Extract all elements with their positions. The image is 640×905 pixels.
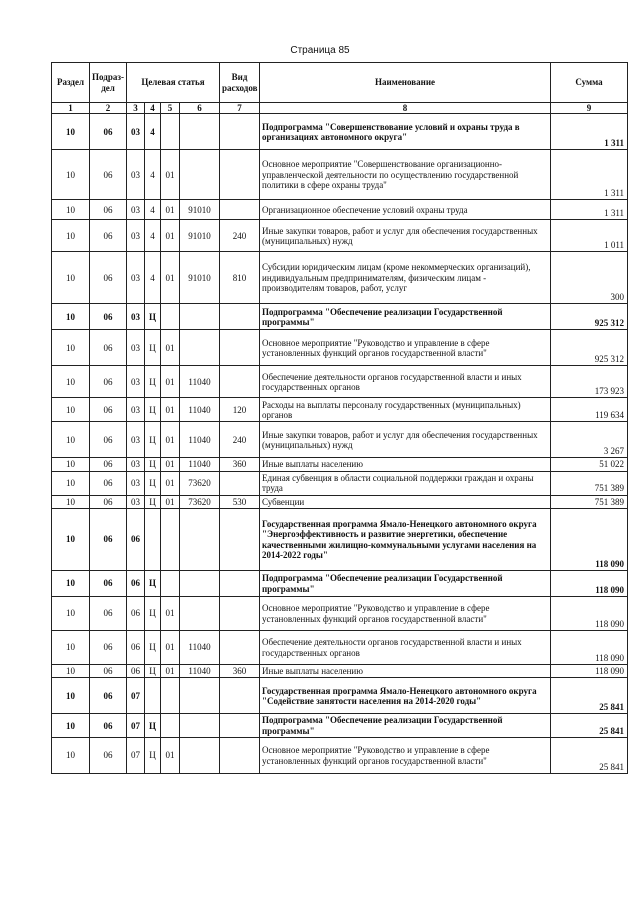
cell-v	[220, 738, 260, 774]
cell-c4	[180, 738, 220, 774]
cell-sum: 1 311	[551, 150, 628, 200]
cell-c1: 03	[127, 398, 145, 422]
cell-name: Единая субвенция в области социальной поддержки граждан и охраны труда	[260, 471, 551, 495]
cell-c1: 03	[127, 366, 145, 398]
cell-c2: Ц	[145, 330, 161, 366]
table-row	[52, 200, 628, 220]
cell-c1: 07	[127, 738, 145, 774]
cell-c1: 03	[127, 220, 145, 252]
cell-r: 10	[52, 458, 90, 471]
cell-r: 10	[52, 714, 90, 738]
cell-sum: 118 090	[551, 571, 628, 597]
cell-c2: Ц	[145, 631, 161, 665]
cell-name: Обеспечение деятельности органов государственной власти и иных государственных органов	[260, 631, 551, 665]
cell-c3: 01	[161, 252, 180, 304]
cell-c1: 03	[127, 495, 145, 508]
cell-sum: 118 090	[551, 665, 628, 678]
cell-sum: 751 389	[551, 495, 628, 508]
cell-c3: 01	[161, 422, 180, 458]
cell-c4	[180, 571, 220, 597]
table-row	[52, 150, 628, 200]
cell-c2: Ц	[145, 366, 161, 398]
cell-sum: 173 923	[551, 366, 628, 398]
cell-sum: 118 090	[551, 631, 628, 665]
cell-c4: 91010	[180, 200, 220, 220]
cell-c3: 01	[161, 738, 180, 774]
cell-p: 06	[90, 738, 127, 774]
cell-r: 10	[52, 366, 90, 398]
cell-v: 810	[220, 252, 260, 304]
table-row	[52, 422, 628, 458]
cell-c3	[161, 114, 180, 150]
cell-r: 10	[52, 631, 90, 665]
cell-c2: Ц	[145, 304, 161, 330]
cell-v	[220, 366, 260, 398]
table-row	[52, 220, 628, 252]
cell-r: 10	[52, 200, 90, 220]
table-row	[52, 597, 628, 631]
table-row	[52, 252, 628, 304]
cell-c3: 01	[161, 631, 180, 665]
col-number: 2	[90, 103, 127, 114]
col-number: 5	[161, 103, 180, 114]
cell-v	[220, 150, 260, 200]
cell-c1: 03	[127, 304, 145, 330]
cell-sum: 118 090	[551, 509, 628, 571]
cell-p: 06	[90, 200, 127, 220]
cell-c3: 01	[161, 495, 180, 508]
cell-name: Основное мероприятие "Руководство и управление в сфере установленных функций органов государственной власти"	[260, 597, 551, 631]
cell-c1: 03	[127, 471, 145, 495]
cell-r: 10	[52, 495, 90, 508]
cell-r: 10	[52, 738, 90, 774]
table-row	[52, 665, 628, 678]
header-vid-rashodov: Вид расходов	[220, 63, 260, 103]
header-summa: Сумма	[551, 63, 628, 103]
cell-c1: 03	[127, 114, 145, 150]
cell-sum: 751 389	[551, 471, 628, 495]
cell-c4: 11040	[180, 366, 220, 398]
cell-sum: 25 841	[551, 714, 628, 738]
cell-p: 06	[90, 150, 127, 200]
cell-p: 06	[90, 366, 127, 398]
cell-name: Обеспечение деятельности органов государственной власти и иных государственных органов	[260, 366, 551, 398]
col-number: 9	[551, 103, 628, 114]
cell-c2	[145, 678, 161, 714]
cell-c3: 01	[161, 220, 180, 252]
cell-name: Организационное обеспечение условий охраны труда	[260, 200, 551, 220]
col-number: 8	[260, 103, 551, 114]
cell-c2: 4	[145, 200, 161, 220]
cell-c4: 11040	[180, 422, 220, 458]
cell-r: 10	[52, 398, 90, 422]
header-razdel: Раздел	[52, 63, 90, 103]
cell-p: 06	[90, 398, 127, 422]
cell-p: 06	[90, 597, 127, 631]
cell-r: 10	[52, 304, 90, 330]
table-row	[52, 366, 628, 398]
cell-p: 06	[90, 330, 127, 366]
cell-c2: Ц	[145, 398, 161, 422]
cell-name: Основное мероприятие "Руководство и управление в сфере установленных функций органов государственной власти"	[260, 330, 551, 366]
cell-v: 240	[220, 422, 260, 458]
cell-sum: 3 267	[551, 422, 628, 458]
cell-sum: 925 312	[551, 330, 628, 366]
table-row	[52, 398, 628, 422]
cell-sum: 1 311	[551, 114, 628, 150]
cell-c2: Ц	[145, 495, 161, 508]
cell-r: 10	[52, 678, 90, 714]
budget-table	[51, 62, 628, 774]
cell-c4	[180, 150, 220, 200]
cell-c2: Ц	[145, 597, 161, 631]
header-celevaya-statya: Целевая статья	[127, 63, 220, 103]
cell-v	[220, 631, 260, 665]
cell-name: Иные закупки товаров, работ и услуг для обеспечения государственных (муниципальных) нужд	[260, 422, 551, 458]
cell-p: 06	[90, 114, 127, 150]
cell-v	[220, 200, 260, 220]
cell-c4	[180, 330, 220, 366]
cell-r: 10	[52, 252, 90, 304]
cell-r: 10	[52, 571, 90, 597]
cell-c1: 06	[127, 597, 145, 631]
cell-name: Основное мероприятие "Совершенствование организационно-управленческой деятельности по осуществлению государственной политики в сфере охраны труда"	[260, 150, 551, 200]
cell-c3: 01	[161, 366, 180, 398]
cell-c4: 91010	[180, 220, 220, 252]
cell-p: 06	[90, 495, 127, 508]
cell-c1: 03	[127, 330, 145, 366]
cell-c4	[180, 714, 220, 738]
col-number: 1	[52, 103, 90, 114]
cell-c2: Ц	[145, 458, 161, 471]
cell-c3: 01	[161, 330, 180, 366]
col-number: 3	[127, 103, 145, 114]
cell-sum: 51 022	[551, 458, 628, 471]
cell-c2: 4	[145, 114, 161, 150]
table-row	[52, 458, 628, 471]
cell-c1: 03	[127, 458, 145, 471]
cell-r: 10	[52, 220, 90, 252]
cell-c3: 01	[161, 200, 180, 220]
cell-c2: Ц	[145, 665, 161, 678]
cell-v	[220, 678, 260, 714]
cell-v	[220, 304, 260, 330]
cell-v	[220, 114, 260, 150]
col-number: 6	[180, 103, 220, 114]
cell-p: 06	[90, 714, 127, 738]
cell-name: Государственная программа Ямало-Ненецкого автономного округа "Содействие занятости населения на 2014-2020 годы"	[260, 678, 551, 714]
cell-sum: 925 312	[551, 304, 628, 330]
cell-sum: 118 090	[551, 597, 628, 631]
cell-p: 06	[90, 304, 127, 330]
cell-c2: Ц	[145, 422, 161, 458]
cell-c3	[161, 304, 180, 330]
cell-c4: 11040	[180, 398, 220, 422]
cell-r: 10	[52, 330, 90, 366]
cell-c2	[145, 509, 161, 571]
cell-p: 06	[90, 631, 127, 665]
cell-v: 530	[220, 495, 260, 508]
cell-c1: 06	[127, 509, 145, 571]
cell-c1: 03	[127, 422, 145, 458]
cell-c3: 01	[161, 471, 180, 495]
cell-c4: 73620	[180, 471, 220, 495]
cell-sum: 25 841	[551, 738, 628, 774]
cell-c3: 01	[161, 458, 180, 471]
cell-v: 360	[220, 458, 260, 471]
cell-c4	[180, 678, 220, 714]
cell-c1: 03	[127, 200, 145, 220]
table-row	[52, 471, 628, 495]
table-row	[52, 330, 628, 366]
cell-p: 06	[90, 665, 127, 678]
table-row	[52, 714, 628, 738]
cell-c1: 03	[127, 150, 145, 200]
cell-c4	[180, 304, 220, 330]
cell-name: Подпрограмма "Обеспечение реализации Государственной программы"	[260, 714, 551, 738]
cell-p: 06	[90, 471, 127, 495]
table-row	[52, 509, 628, 571]
table-row	[52, 304, 628, 330]
cell-c1: 06	[127, 631, 145, 665]
cell-v	[220, 509, 260, 571]
cell-p: 06	[90, 571, 127, 597]
cell-c3: 01	[161, 665, 180, 678]
cell-c3	[161, 571, 180, 597]
cell-c3	[161, 714, 180, 738]
cell-v	[220, 714, 260, 738]
cell-v	[220, 571, 260, 597]
cell-p: 06	[90, 252, 127, 304]
cell-c1: 07	[127, 714, 145, 738]
cell-name: Основное мероприятие "Руководство и управление в сфере установленных функций органов государственной власти"	[260, 738, 551, 774]
cell-c3: 01	[161, 398, 180, 422]
cell-r: 10	[52, 597, 90, 631]
cell-c2: Ц	[145, 738, 161, 774]
cell-c3: 01	[161, 150, 180, 200]
cell-sum: 1 311	[551, 200, 628, 220]
cell-r: 10	[52, 471, 90, 495]
header-podrazdel: Подраз-дел	[90, 63, 127, 103]
cell-v	[220, 471, 260, 495]
cell-p: 06	[90, 422, 127, 458]
table-row	[52, 571, 628, 597]
cell-c2: Ц	[145, 571, 161, 597]
cell-c2: 4	[145, 150, 161, 200]
cell-c3	[161, 509, 180, 571]
cell-c4	[180, 114, 220, 150]
cell-v: 120	[220, 398, 260, 422]
cell-c4: 11040	[180, 458, 220, 471]
cell-name: Иные выплаты населению	[260, 458, 551, 471]
col-number: 7	[220, 103, 260, 114]
cell-c2: Ц	[145, 471, 161, 495]
cell-name: Подпрограмма "Обеспечение реализации Государственной программы"	[260, 571, 551, 597]
cell-name: Субсидии юридическим лицам (кроме некоммерческих организаций), индивидуальным предпринимателям, физическим лицам - производителям товаров, работ, услуг	[260, 252, 551, 304]
cell-c1: 06	[127, 571, 145, 597]
table-row	[52, 114, 628, 150]
cell-name: Расходы на выплаты персоналу государственных (муниципальных) органов	[260, 398, 551, 422]
cell-c2: 4	[145, 252, 161, 304]
cell-p: 06	[90, 509, 127, 571]
cell-c2: Ц	[145, 714, 161, 738]
cell-name: Иные выплаты населению	[260, 665, 551, 678]
cell-name: Подпрограмма "Совершенствование условий и охраны труда в организациях автономного округа"	[260, 114, 551, 150]
cell-c2: 4	[145, 220, 161, 252]
cell-sum: 25 841	[551, 678, 628, 714]
page-number: Страница 85	[290, 45, 350, 56]
cell-r: 10	[52, 665, 90, 678]
cell-r: 10	[52, 114, 90, 150]
cell-r: 10	[52, 422, 90, 458]
cell-c4	[180, 597, 220, 631]
cell-r: 10	[52, 509, 90, 571]
cell-c3: 01	[161, 597, 180, 631]
cell-name: Иные закупки товаров, работ и услуг для обеспечения государственных (муниципальных) нужд	[260, 220, 551, 252]
cell-sum: 1 011	[551, 220, 628, 252]
cell-c4: 73620	[180, 495, 220, 508]
cell-c1: 06	[127, 665, 145, 678]
cell-c4: 91010	[180, 252, 220, 304]
cell-sum: 300	[551, 252, 628, 304]
cell-name: Подпрограмма "Обеспечение реализации Государственной программы"	[260, 304, 551, 330]
cell-sum: 119 634	[551, 398, 628, 422]
cell-c4	[180, 509, 220, 571]
cell-v: 360	[220, 665, 260, 678]
cell-v: 240	[220, 220, 260, 252]
cell-v	[220, 597, 260, 631]
table-row	[52, 738, 628, 774]
table-body	[52, 114, 628, 774]
cell-v	[220, 330, 260, 366]
cell-name: Субвенции	[260, 495, 551, 508]
cell-c4: 11040	[180, 631, 220, 665]
col-number: 4	[145, 103, 161, 114]
cell-c4: 11040	[180, 665, 220, 678]
cell-c1: 07	[127, 678, 145, 714]
header-naimenovanie: Наименование	[260, 63, 551, 103]
cell-name: Государственная программа Ямало-Ненецкого автономного округа "Энергоэффективность и развитие энергетики, обеспечение качественными жилищно-коммунальными услугами населения на 2014-2022 годы"	[260, 509, 551, 571]
cell-c1: 03	[127, 252, 145, 304]
cell-p: 06	[90, 678, 127, 714]
table-row	[52, 678, 628, 714]
cell-c3	[161, 678, 180, 714]
cell-p: 06	[90, 220, 127, 252]
table-row	[52, 495, 628, 508]
cell-r: 10	[52, 150, 90, 200]
cell-p: 06	[90, 458, 127, 471]
table-row	[52, 631, 628, 665]
